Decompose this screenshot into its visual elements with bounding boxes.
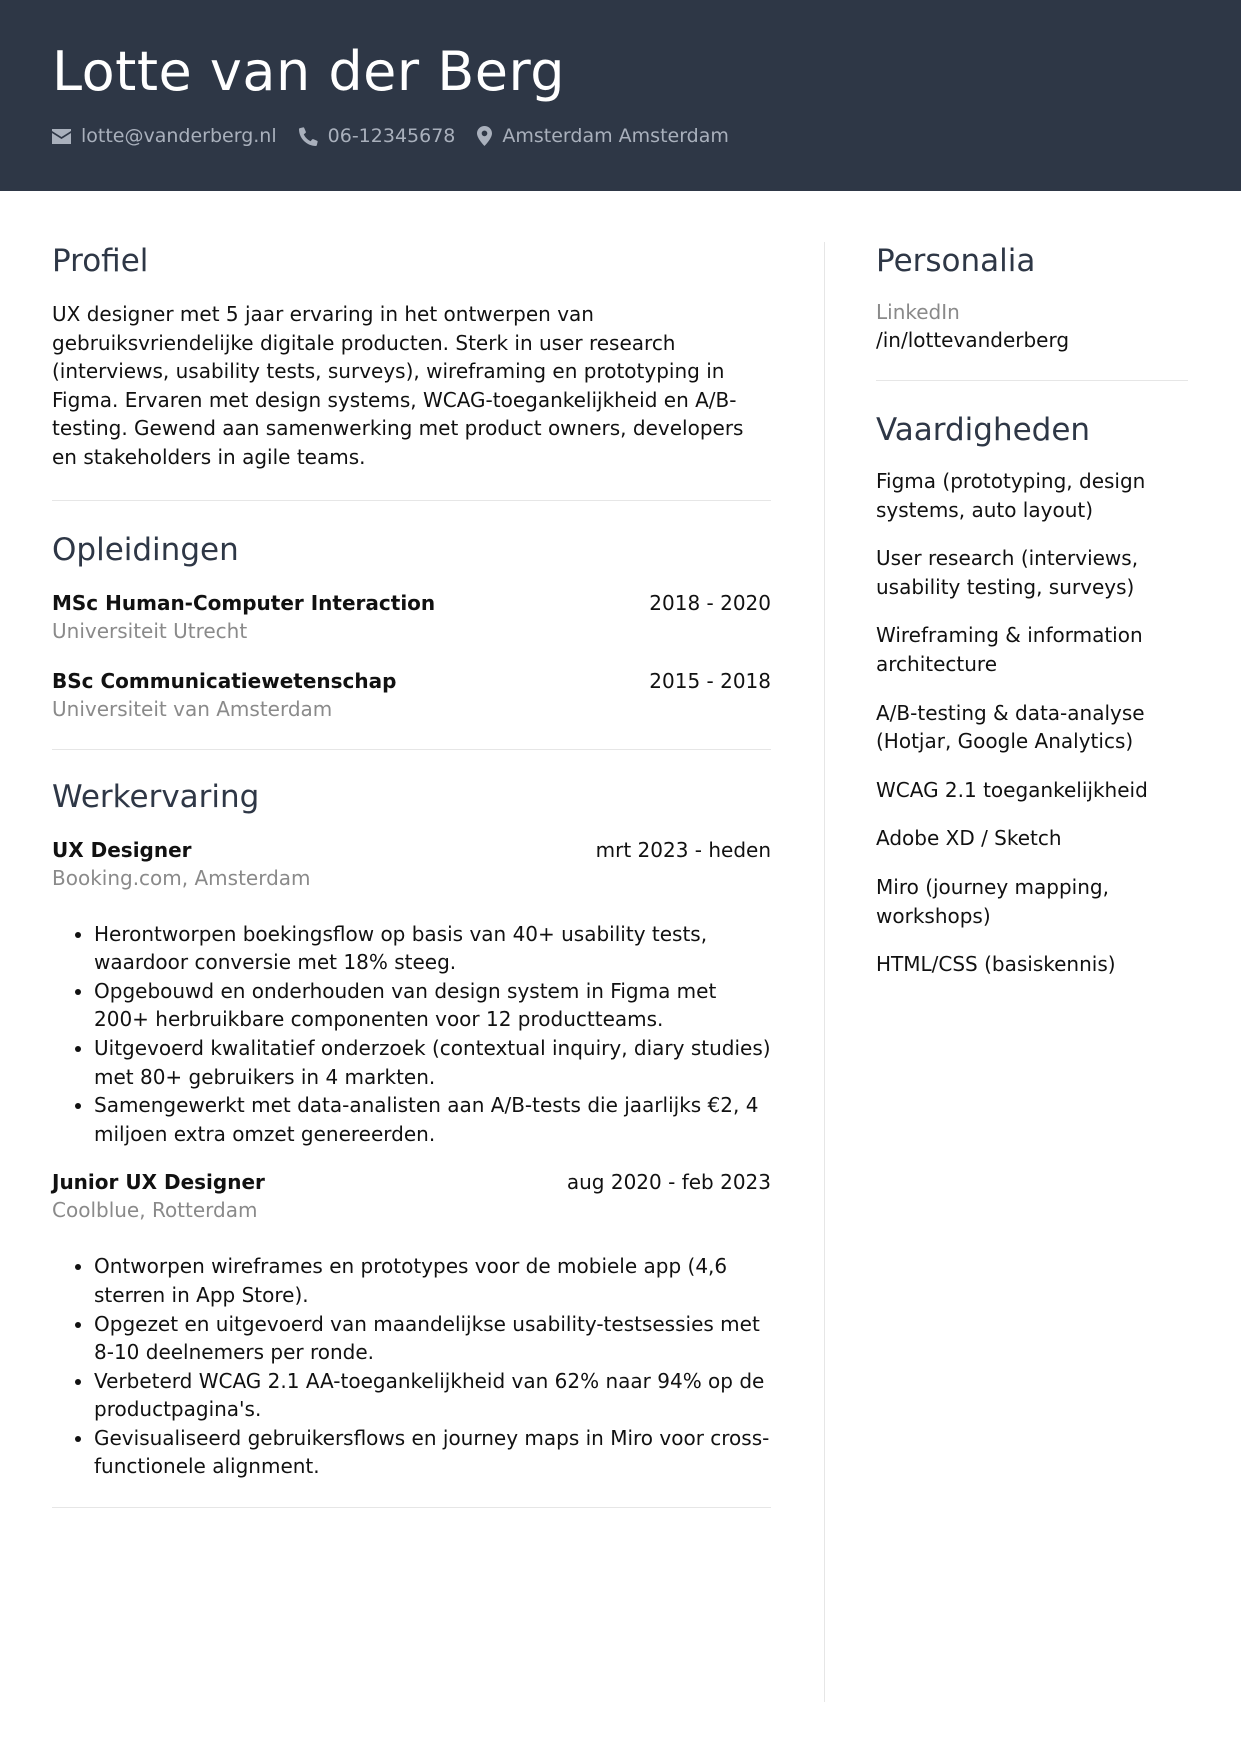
experience-section <box>52 776 771 1482</box>
job-role: UX Designer <box>52 837 192 862</box>
envelope-icon <box>52 129 71 144</box>
experience-title: Werkervaring <box>52 778 260 815</box>
skills-list <box>876 467 1188 979</box>
candidate-name: Lotte van der Berg <box>52 40 566 103</box>
section-divider <box>52 1507 771 1508</box>
job-role: Junior UX Designer <box>52 1170 265 1195</box>
education-section <box>52 529 771 723</box>
map-pin-icon <box>477 126 492 146</box>
column-divider <box>824 242 825 1702</box>
resume-header <box>0 0 1241 191</box>
education-period: 2018 - 2020 <box>649 590 771 615</box>
skills-section <box>876 409 1188 979</box>
phone-icon <box>299 127 318 146</box>
linkedin-label: LinkedIn <box>876 300 960 324</box>
phone-text: 06-12345678 <box>327 125 456 147</box>
profile-text: UX designer met 5 jaar ervaring in het ontwerpen van gebruiksvriendelijke digitale producten. Sterk in user research (interviews, usability tests, surveys), wireframing en prototyping in Figma. Ervaren met design systems, WCAG-toegankelijkheid en A/B-testing. Gewend aan samenwerking met product owners, developers en stakeholders in agile teams. <box>52 302 744 469</box>
main-column <box>52 240 771 1508</box>
contact-email <box>52 125 277 147</box>
skill-item: User research (interviews, usability testing, surveys) <box>876 546 1139 599</box>
job-achievements <box>52 1252 771 1481</box>
profile-title: Profiel <box>52 243 149 279</box>
section-divider <box>52 500 771 501</box>
skill-item: HTML/CSS (basiskennis) <box>876 952 1116 977</box>
linkedin-value: /in/lottevanderberg <box>876 328 1070 352</box>
achievement-item: • Herontworpen boekingsflow op basis van 40+ usability tests, waardoor conversie met 18% steeg. <box>94 920 771 977</box>
job-company: Coolblue, Rotterdam <box>52 1198 258 1223</box>
skills-title: Vaardigheden <box>876 412 1091 448</box>
education-entry <box>52 667 771 723</box>
contact-location <box>477 125 729 147</box>
email-text: lotte@vanderberg.nl <box>81 125 277 147</box>
education-title: Opleidingen <box>52 531 239 568</box>
section-divider <box>876 380 1188 381</box>
education-entry <box>52 589 771 645</box>
section-divider <box>52 749 771 750</box>
contact-bar <box>52 124 751 148</box>
achievement-item: • Verbeterd WCAG 2.1 AA-toegankelijkheid van 62% naar 94% op de productpagina's. <box>94 1367 771 1424</box>
experience-entry <box>52 1168 771 1481</box>
education-period: 2015 - 2018 <box>649 668 771 693</box>
achievement-item: • Opgezet en uitgevoerd van maandelijkse usability-testsessies met 8-10 deelnemers per ronde. <box>94 1310 771 1367</box>
location-text: Amsterdam Amsterdam <box>502 125 729 147</box>
experience-entry <box>52 836 771 1149</box>
education-school: Universiteit Utrecht <box>52 618 248 643</box>
skill-item: Miro (journey mapping, workshops) <box>876 874 1109 928</box>
achievement-item: • Ontworpen wireframes en prototypes voor de mobiele app (4,6 sterren in App Store). <box>94 1252 771 1309</box>
skill-item: A/B-testing & data-analyse (Hotjar, Google Analytics) <box>876 700 1145 754</box>
achievement-item: • Gevisualiseerd gebruikersflows en journey maps in Miro voor cross-functionele alignment. <box>94 1424 771 1481</box>
job-period: aug 2020 - feb 2023 <box>566 1170 771 1195</box>
sidebar-column <box>876 240 1188 979</box>
education-degree: BSc Communicatiewetenschap <box>52 668 397 693</box>
achievement-item: • Opgebouwd en onderhouden van design system in Figma met 200+ herbruikbare componenten voor 12 productteams. <box>94 977 771 1034</box>
skill-item: Adobe XD / Sketch <box>876 826 1062 851</box>
job-period: mrt 2023 - heden <box>595 837 771 862</box>
job-company: Booking.com, Amsterdam <box>52 865 311 890</box>
skill-item: Wireframing & information architecture <box>876 623 1143 676</box>
contact-phone <box>299 125 456 147</box>
personalia-title: Personalia <box>876 243 1036 279</box>
skill-item: WCAG 2.1 toegankelijkheid <box>876 777 1148 802</box>
achievement-item: • Uitgevoerd kwalitatief onderzoek (contextual inquiry, diary studies) met 80+ gebruikers in 4 markten. <box>94 1034 771 1091</box>
personalia-section <box>876 240 1188 354</box>
education-degree: MSc Human-Computer Interaction <box>52 590 436 615</box>
skill-item: Figma (prototyping, design systems, auto layout) <box>876 469 1146 522</box>
job-achievements <box>52 920 771 1149</box>
achievement-item: • Samengewerkt met data-analisten aan A/B-tests die jaarlijks €2, 4 miljoen extra omzet genereerden. <box>94 1091 771 1148</box>
profile-section <box>52 240 771 472</box>
education-school: Universiteit van Amsterdam <box>52 696 333 721</box>
